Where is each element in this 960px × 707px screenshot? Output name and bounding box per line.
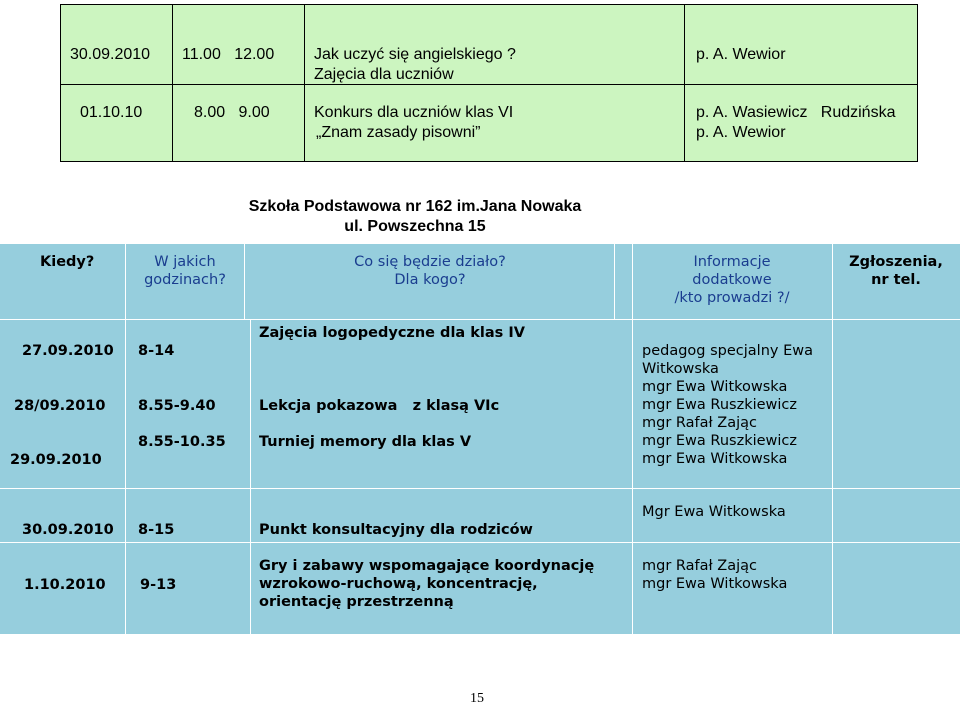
- top-time-cell-2: [172, 84, 305, 162]
- block-info-line-6: mgr Ewa Ruszkiewicz: [642, 433, 798, 449]
- consult-info: Mgr Ewa Witkowska: [642, 504, 786, 520]
- block-info-line-4: mgr Ewa Ruszkiewicz: [642, 397, 798, 413]
- block-event-2: Lekcja pokazowa z klasą VIc: [259, 398, 500, 414]
- block-info-line-5: mgr Rafał Zając: [642, 415, 757, 431]
- page-number: 15: [470, 691, 484, 706]
- games-info-line-1: mgr Rafał Zając: [642, 558, 757, 574]
- school-name: Szkoła Podstawowa nr 162 im.Jana Nowaka: [248, 198, 582, 215]
- header-info-line-2: dodatkowe: [692, 272, 772, 288]
- col-divider-1: [125, 244, 126, 634]
- block-time-3: 8.55-10.35: [138, 434, 226, 450]
- block-event-3: Turniej memory dla klas V: [259, 434, 472, 450]
- block-info: [642, 342, 813, 468]
- top-time-1: 11.00 12.00: [182, 46, 275, 63]
- games-event: [259, 557, 594, 611]
- block-info-line-3: mgr Ewa Witkowska: [642, 379, 788, 395]
- header-signup-line-1: Zgłoszenia,: [849, 254, 943, 270]
- games-info: [642, 557, 787, 593]
- top-date-2: 01.10.10: [80, 104, 143, 121]
- block-time-1: 8-14: [138, 343, 175, 359]
- top-time-2: 8.00 9.00: [194, 104, 270, 121]
- school-header: [240, 197, 590, 237]
- school-street: ul. Powszechna 15: [344, 218, 486, 235]
- games-event-line-3: orientację przestrzenną: [259, 594, 454, 610]
- games-info-line-2: mgr Ewa Witkowska: [642, 576, 788, 592]
- header-when: Kiedy?: [40, 254, 95, 270]
- top-teacher-2-line-1: p. A. Wasiewicz Rudzińska: [696, 104, 896, 121]
- header-hours-line-2: godzinach?: [144, 272, 226, 288]
- row-divider-consult: [0, 542, 960, 543]
- top-event-2-line-1: Konkurs dla uczniów klas VI: [314, 104, 514, 121]
- block-date-2: 28/09.2010: [14, 398, 106, 414]
- header-hours: [125, 253, 245, 289]
- games-time: 9-13: [140, 577, 177, 593]
- row-divider-header: [0, 319, 960, 320]
- consult-event: Punkt konsultacyjny dla rodziców: [259, 522, 533, 538]
- top-date-cell-2: [60, 84, 173, 162]
- header-info-line-1: Informacje: [693, 254, 771, 270]
- header-signup: [832, 253, 960, 289]
- top-teacher-2: [696, 103, 895, 143]
- top-event-2: [314, 103, 513, 143]
- block-info-line-2: Witkowska: [642, 361, 719, 377]
- consult-date: 30.09.2010: [22, 522, 114, 538]
- block-event-1: Zajęcia logopedyczne dla klas IV: [259, 325, 525, 341]
- header-signup-line-2: nr tel.: [871, 272, 921, 288]
- top-date-1: 30.09.2010: [70, 46, 151, 63]
- top-event-2-line-2: „Znam zasady pisowni”: [316, 124, 481, 141]
- games-event-line-1: Gry i zabawy wspomagające koordynację: [259, 558, 595, 574]
- top-teacher-1: p. A. Wewior: [696, 46, 786, 63]
- games-event-line-2: wzrokowo-ruchową, koncentrację,: [259, 576, 538, 592]
- header-what: [245, 253, 615, 289]
- header-info: [632, 253, 832, 307]
- top-event-1-line-1: Jak uczyć się angielskiego ?: [314, 46, 516, 63]
- block-date-3: 29.09.2010: [10, 452, 102, 468]
- block-info-line-7: mgr Ewa Witkowska: [642, 451, 788, 467]
- block-date-1: 27.09.2010: [22, 343, 114, 359]
- header-what-line-1: Co się będzie działo?: [354, 254, 506, 270]
- header-info-line-3: /kto prowadzi ?/: [674, 290, 790, 306]
- top-teacher-2-line-2: p. A. Wewior: [696, 124, 786, 141]
- header-what-line-2: Dla kogo?: [394, 272, 466, 288]
- block-time-2: 8.55-9.40: [138, 398, 216, 414]
- top-event-1-line-2: Zajęcia dla uczniów: [314, 66, 454, 83]
- row-divider-block: [0, 488, 960, 489]
- consult-time: 8-15: [138, 522, 175, 538]
- header-hours-line-1: W jakich: [154, 254, 216, 270]
- block-info-line-1: pedagog specjalny Ewa: [642, 343, 813, 359]
- games-date: 1.10.2010: [24, 577, 106, 593]
- col-divider-4: [832, 244, 833, 634]
- col-divider-2: [250, 320, 251, 634]
- top-event-1: [314, 45, 516, 85]
